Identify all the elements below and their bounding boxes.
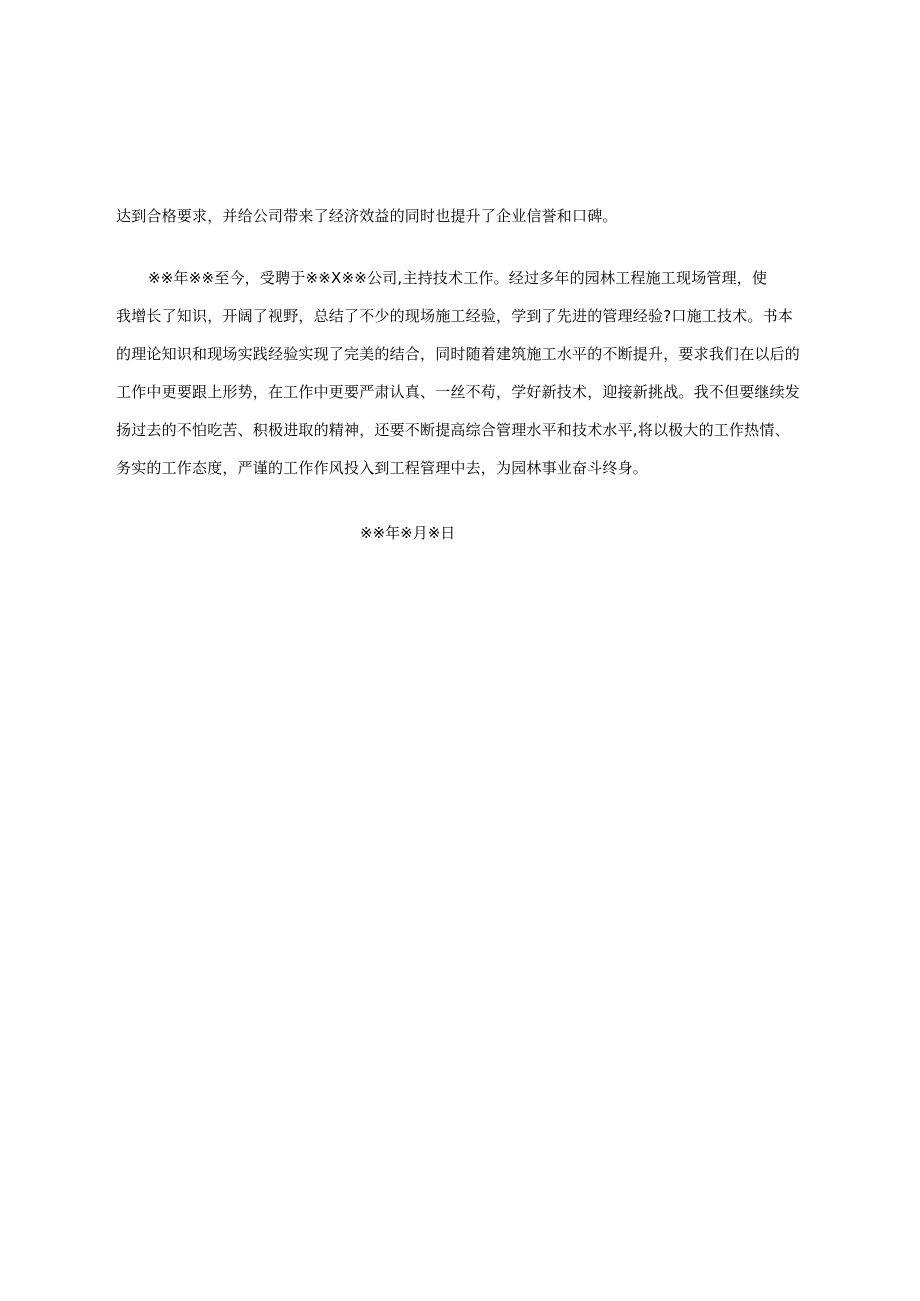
paragraph-line: 务实的工作态度，严谨的工作作风投入到工程管理中去，为园林事业奋斗终身。 (116, 459, 649, 477)
signature-date: ※※年※月※日 (360, 524, 456, 542)
paragraph-line: 工作中更要跟上形势，在工作中更要严肃认真、一丝不苟，学好新技术，迎接新挑战。我不但要继续发 (116, 383, 801, 401)
paragraph-line: ※※年※※至今，受聘于※※X※※公司,主持技术工作。经过多年的园林工程施工现场管理，使 (148, 269, 768, 287)
paragraph-line: 达到合格要求，并给公司带来了经济效益的同时也提升了企业信誉和口碑。 (116, 207, 618, 225)
paragraph-line: 扬过去的不怕吃苦、积极进取的精神，还要不断提高综合管理水平和技术水平,将以极大的工作热情、 (116, 421, 790, 439)
paragraph-line: 我增长了知识，开阔了视野，总结了不少的现场施工经验，学到了先进的管理经验?口施工技术。书本 (116, 307, 793, 325)
paragraph-line: 的理论知识和现场实践经验实现了完美的结合，同时随着建筑施工水平的不断提升，要求我们在以后的 (116, 345, 801, 363)
